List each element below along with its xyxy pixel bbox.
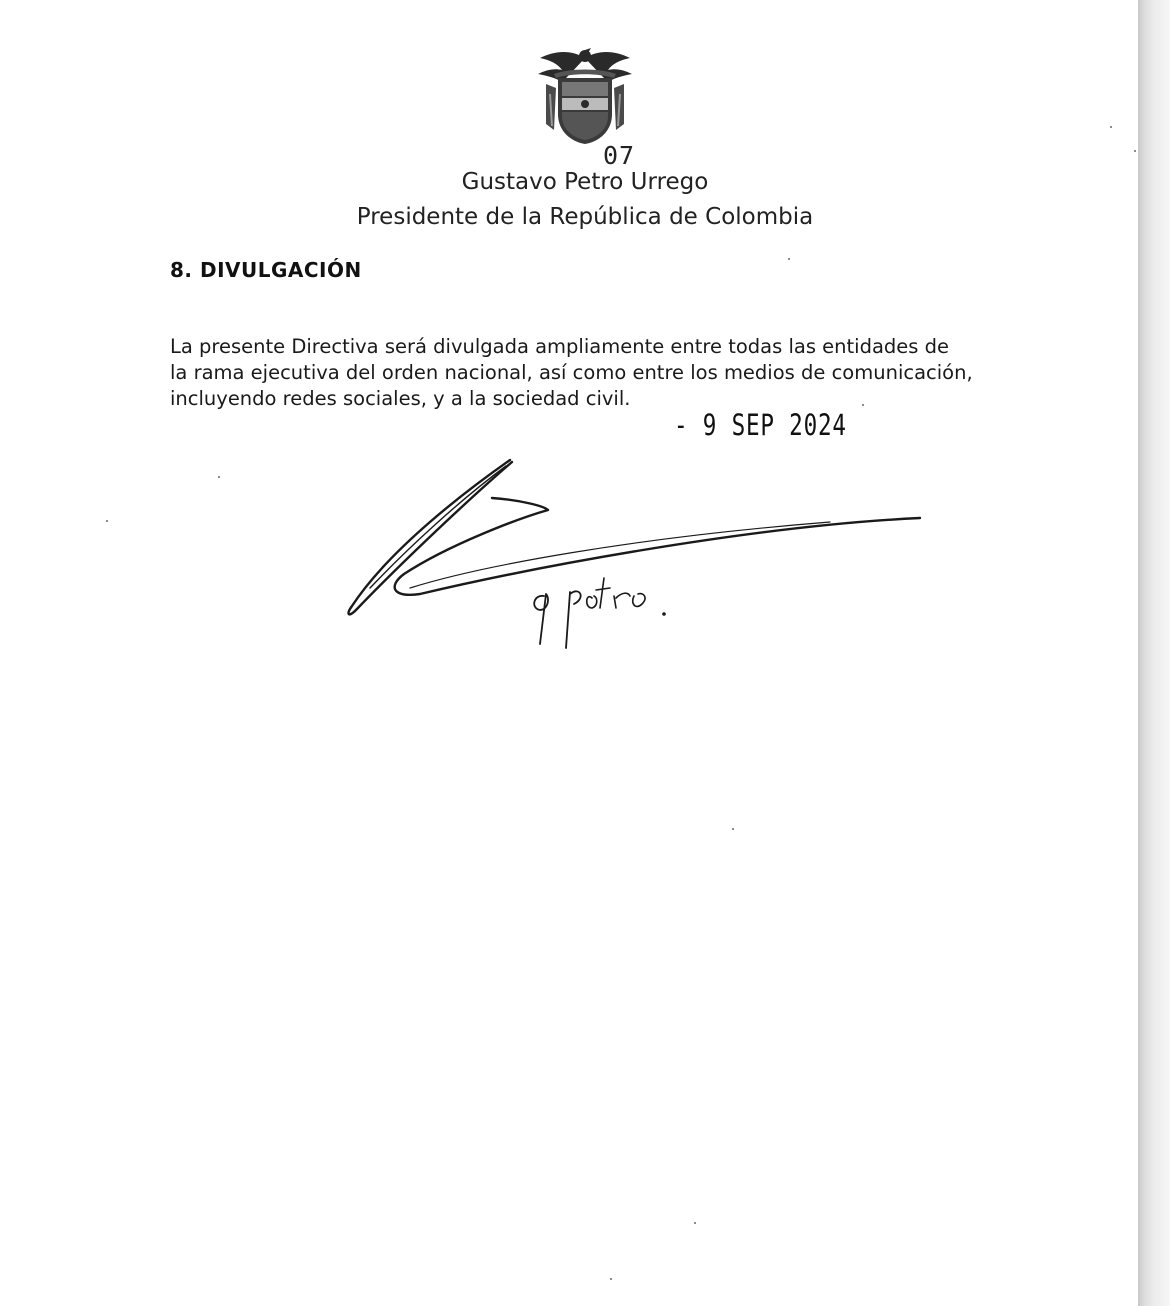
handwritten-signature — [330, 448, 930, 668]
date-stamp: - 9 SEP 2024 — [674, 408, 847, 442]
scan-speck — [694, 1222, 696, 1224]
scan-speck — [106, 520, 108, 522]
document-number: 07 — [603, 141, 636, 170]
paragraph-line: incluyendo redes sociales, y a la sociedad civil. — [170, 387, 631, 410]
scan-speck — [1134, 150, 1136, 152]
scan-speck — [610, 1278, 612, 1280]
scan-speck — [788, 258, 790, 260]
section-heading: 8. DIVULGACIÓN — [170, 258, 362, 282]
signer-name: Gustavo Petro Urrego — [461, 169, 709, 195]
paragraph-line: La presente Directiva será divulgada ampliamente entre todas las entidades de — [170, 335, 950, 358]
paragraph-line: la rama ejecutiva del orden nacional, así como entre los medios de comunicación, — [170, 361, 973, 384]
scan-speck — [1110, 126, 1112, 128]
body-paragraph — [170, 334, 1010, 412]
page-edge-shadow — [1138, 0, 1170, 1306]
scan-speck — [732, 828, 734, 830]
scan-speck — [218, 476, 220, 478]
scan-speck — [862, 404, 864, 406]
signer-title: Presidente de la República de Colombia — [356, 204, 814, 230]
colombia-coat-of-arms-icon — [532, 44, 638, 148]
